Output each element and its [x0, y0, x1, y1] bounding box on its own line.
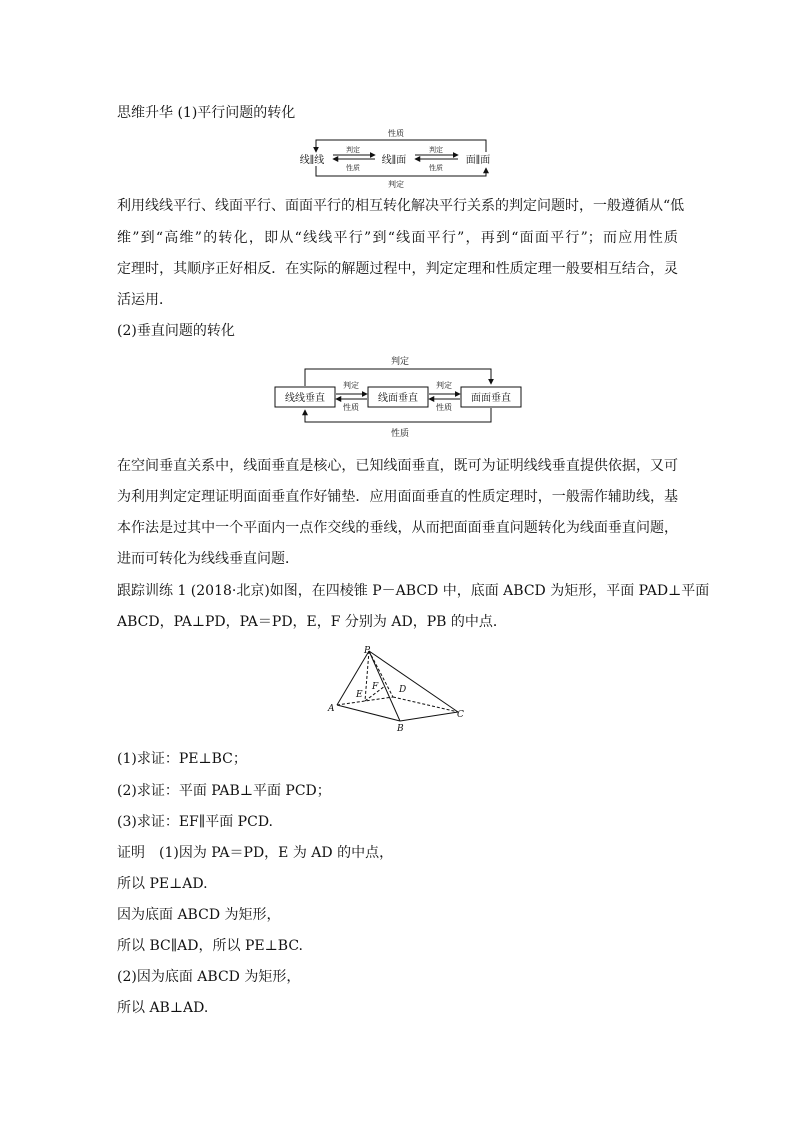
parallel-bottom-label: 判定 [388, 180, 404, 189]
label-a: A [328, 704, 335, 714]
exercise-line-2: ABCD，PA⊥PD，PA＝PD，E，F 分别为 AD，PB 的中点． [117, 614, 507, 630]
proof-line-2: 所以 PE⊥AD. [117, 876, 208, 892]
parallel-para-line-2: 维”到“高维”的转化，即从“线线平行”到“线面平行”，再到“面面平行”；而应用性质 [117, 230, 678, 246]
parallel-heading: 思维升华 (1)平行问题的转化 [117, 105, 296, 121]
parallel-node-line-plane: 线∥面 [381, 155, 407, 166]
parallel-arrow2-up-label: 判定 [429, 146, 443, 154]
question-1: (1)求证：PE⊥BC； [117, 751, 247, 767]
label-f: F [372, 682, 379, 692]
perp-arrow2-up-label: 判定 [436, 381, 452, 390]
segment-pe [365, 651, 369, 701]
proof-line-6: 所以 AB⊥AD. [117, 1000, 209, 1016]
perp-para-line-1: 在空间垂直关系中，线面垂直是核心，已知线面垂直，既可为证明线线垂直提供依据，又可 [117, 458, 678, 474]
perp-arrow1-up-label: 判定 [343, 381, 359, 390]
edge-ab [337, 705, 400, 721]
perp-arrow1-down-label: 性质 [343, 403, 359, 412]
perp-para-line-4: 进而可转化为线线垂直问题． [117, 551, 299, 567]
perp-node-plane-plane: 面面垂直 [471, 393, 511, 404]
parallel-top-label: 性质 [388, 129, 404, 138]
perpendicular-transform-diagram [270, 350, 526, 442]
parallel-para-line-4: 活运用． [117, 292, 173, 308]
question-2: (2)求证：平面 PAB⊥平面 PCD； [117, 783, 331, 799]
perp-para-line-2: 为利用判定定理证明面面垂直作好铺垫．应用面面垂直的性质定理时，一般需作辅助线，基 [117, 489, 678, 505]
edge-dc [393, 697, 458, 712]
parallel-transform-diagram [290, 124, 510, 190]
label-b: B [397, 724, 404, 734]
perpendicular-heading: (2)垂直问题的转化 [117, 323, 235, 339]
parallel-node-plane-plane: 面∥面 [465, 155, 491, 166]
parallel-arrow1-up-label: 判定 [346, 146, 360, 154]
parallel-arrow1-down-label: 性质 [346, 164, 360, 172]
perp-node-line-line: 线线垂直 [285, 393, 325, 404]
label-p: P [364, 646, 371, 656]
perp-arrow2-down-label: 性质 [436, 403, 452, 412]
proof-line-1: 证明 (1)因为 PA＝PD，E 为 AD 的中点， [117, 845, 394, 861]
parallel-para-line-3: 定理时，其顺序正好相反．在实际的解题过程中，判定定理和性质定理一般要相互结合，灵 [117, 261, 678, 277]
proof-line-5: (2)因为底面 ABCD 为矩形， [117, 969, 301, 985]
edge-pa [337, 651, 369, 705]
parallel-node-line-line: 线∥线 [299, 155, 325, 166]
exercise-line-1: 跟踪训练 1 (2018·北京)如图，在四棱锥 P－ABCD 中，底面 ABCD 为矩形，平面 PAD⊥平面 [117, 583, 710, 599]
label-e: E [356, 690, 363, 700]
parallel-para-line-1: 利用线线平行、线面平行、面面平行的相互转化解决平行关系的判定问题时，一般遵循从“低 [117, 198, 685, 214]
perpendicular-bottom-label: 性质 [390, 429, 410, 439]
perp-para-line-3: 本作法是过其中一个平面内一点作交线的垂线，从而把面面垂直问题转化为线面垂直问题， [117, 520, 678, 536]
edge-bc [400, 712, 458, 721]
label-c: C [457, 710, 464, 720]
perpendicular-top-label: 判定 [390, 357, 410, 367]
proof-line-3: 因为底面 ABCD 为矩形， [117, 907, 281, 923]
proof-line-4: 所以 BC∥AD，所以 PE⊥BC. [117, 938, 303, 954]
perp-node-line-plane: 线面垂直 [378, 393, 418, 404]
pyramid-figure [325, 643, 475, 735]
parallel-arrow2-down-label: 性质 [429, 164, 443, 172]
label-d: D [399, 685, 407, 695]
question-3: (3)求证：EF∥平面 PCD. [117, 814, 273, 830]
